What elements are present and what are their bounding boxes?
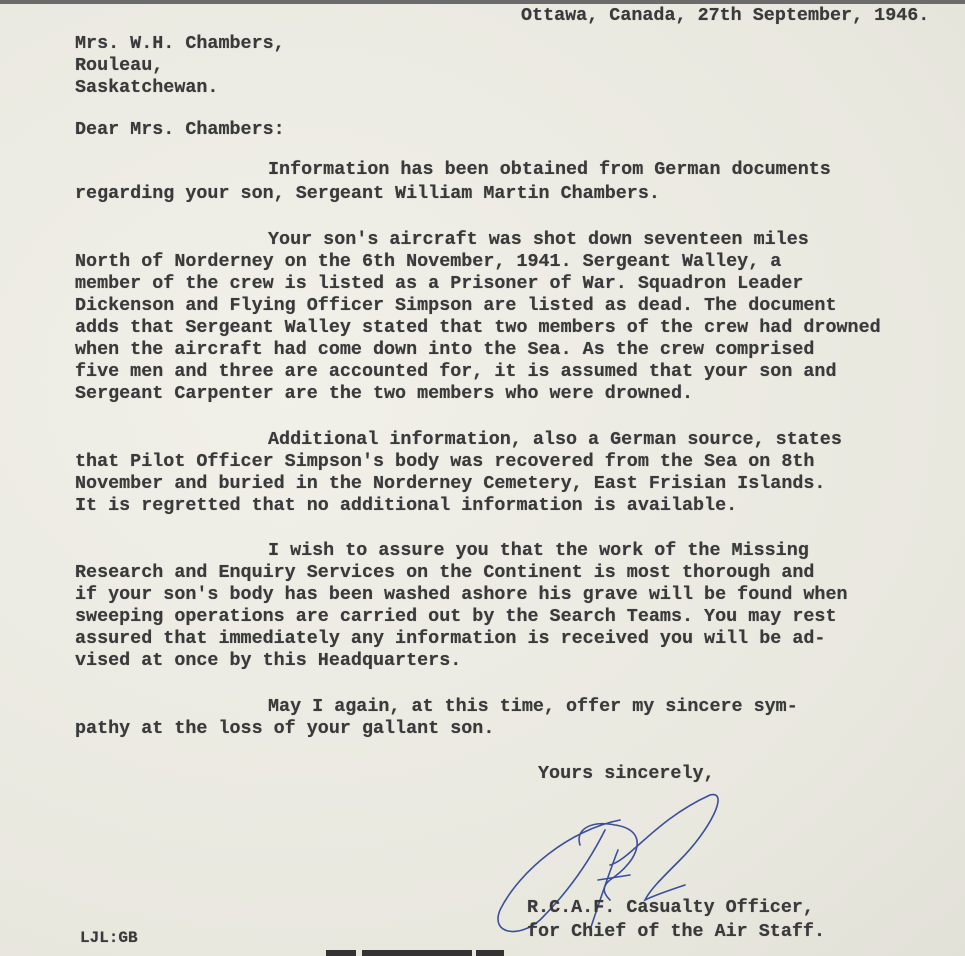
signature-title: for Chief of the Air Staff. (527, 921, 825, 942)
paragraph-line: I wish to assure you that the work of the Missing (268, 540, 809, 561)
bottom-edge-mark (476, 950, 504, 956)
bottom-edge-mark (362, 950, 472, 956)
paragraph-line: November and buried in the Norderney Cemetery, East Frisian Islands. (75, 473, 826, 494)
paragraph-line: five men and three are accounted for, it is assumed that your son and (75, 361, 837, 382)
paragraph-line: Your son's aircraft was shot down seventeen miles (268, 229, 809, 250)
paragraph-line: when the aircraft had come down into the Sea. As the crew comprised (75, 339, 815, 360)
paragraph-line: assured that immediately any information is received you will be ad- (75, 628, 826, 649)
paragraph-line: pathy at the loss of your gallant son. (75, 718, 495, 739)
paragraph-line: regarding your son, Sergeant William Martin Chambers. (75, 183, 660, 204)
address-line: Saskatchewan. (75, 77, 219, 98)
reference-initials: LJL:GB (80, 929, 138, 947)
paragraph-line: Sergeant Carpenter are the two members who were drowned. (75, 383, 694, 404)
paragraph-line: It is regretted that no additional information is available. (75, 495, 738, 516)
place-date: Ottawa, Canada, 27th September, 1946. (521, 5, 930, 26)
salutation: Dear Mrs. Chambers: (75, 119, 285, 140)
paragraph-line: member of the crew is listed as a Prisoner of War. Squadron Leader (75, 273, 804, 294)
bottom-edge-mark (326, 950, 356, 956)
address-line: Rouleau, (75, 55, 164, 76)
top-edge (0, 0, 965, 4)
signature-title: R.C.A.F. Casualty Officer, (527, 897, 814, 918)
paragraph-line: Research and Enquiry Services on the Continent is most thorough and (75, 562, 815, 583)
paragraph-line: North of Norderney on the 6th November, 1941. Sergeant Walley, a (75, 251, 782, 272)
paragraph-line: Information has been obtained from German documents (268, 159, 831, 180)
paragraph-line: Additional information, also a German source, states (268, 429, 842, 450)
address-line: Mrs. W.H. Chambers, (75, 33, 285, 54)
paragraph-line: that Pilot Officer Simpson's body was recovered from the Sea on 8th (75, 451, 815, 472)
paragraph-line: sweeping operations are carried out by the Search Teams. You may rest (75, 606, 837, 627)
closing: Yours sincerely, (538, 763, 715, 784)
paragraph-line: May I again, at this time, offer my sincere sym- (268, 696, 798, 717)
paragraph-line: vised at once by this Headquarters. (75, 650, 462, 671)
paragraph-line: if your son's body has been washed ashore his grave will be found when (75, 584, 848, 605)
paragraph-line: adds that Sergeant Walley stated that two members of the crew had drowned (75, 317, 881, 338)
paragraph-line: Dickenson and Flying Officer Simpson are listed as dead. The document (75, 295, 837, 316)
